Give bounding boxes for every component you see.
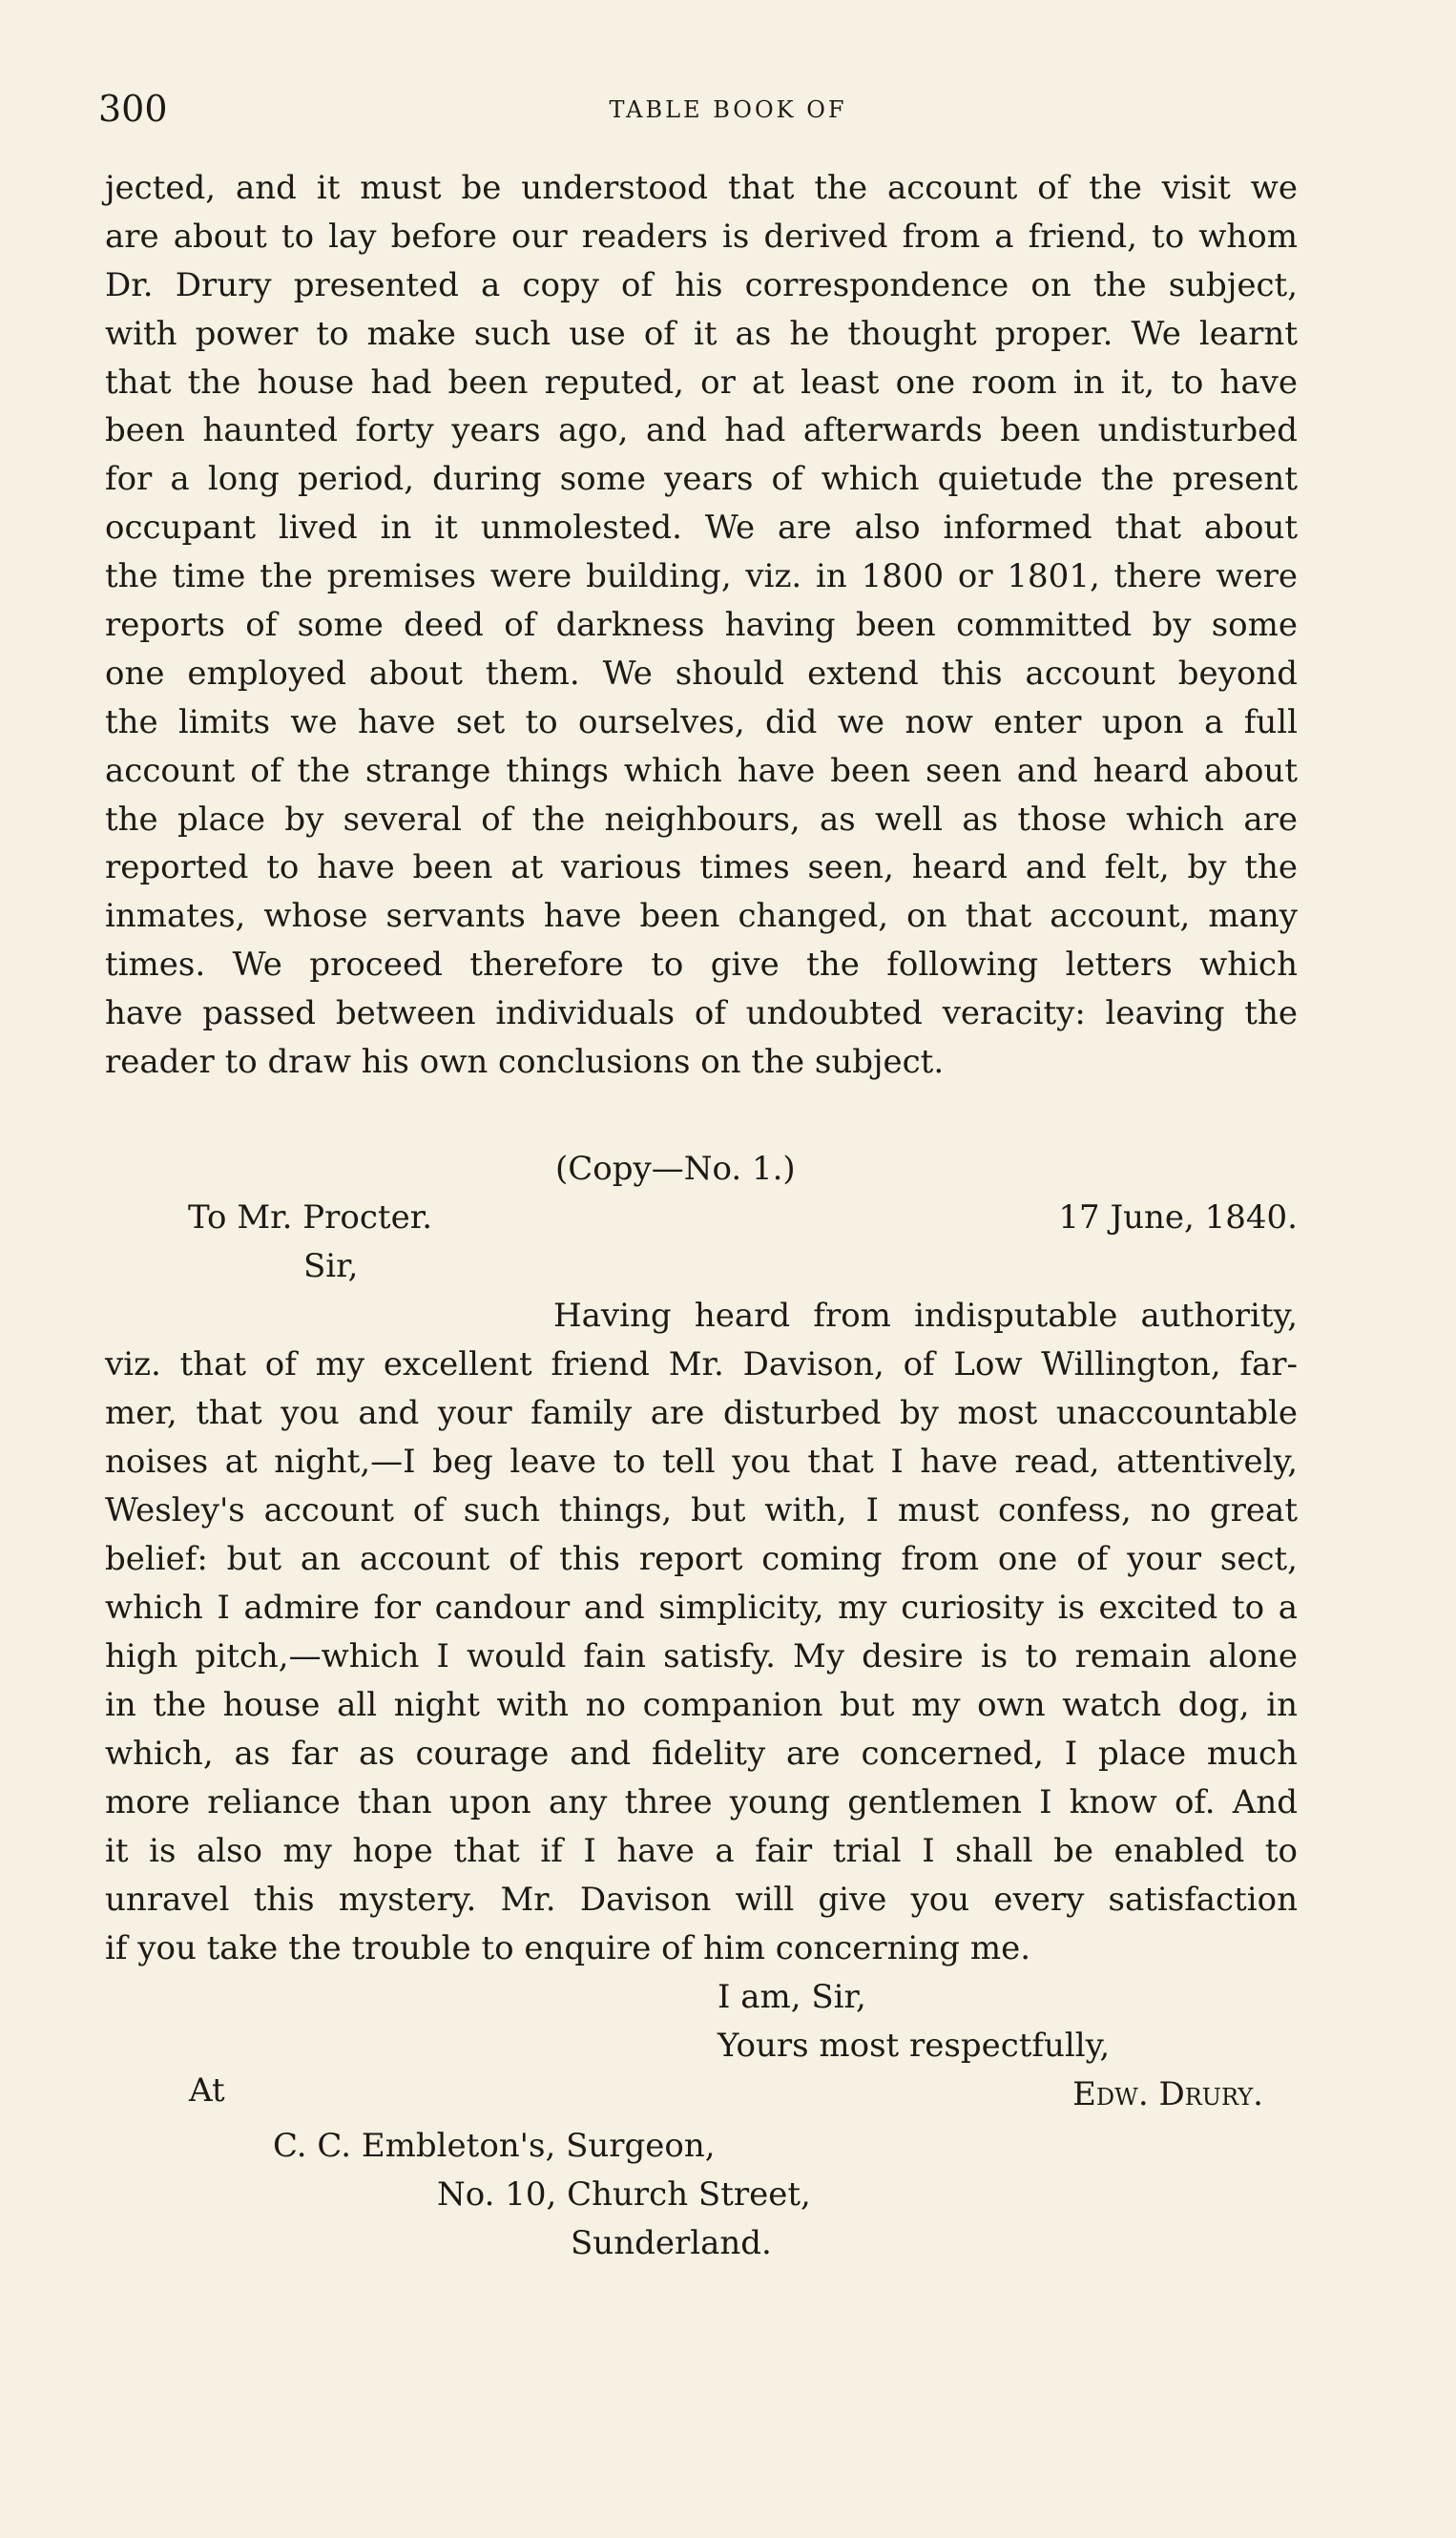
letter-date: 17 June, 1840. bbox=[1058, 1198, 1298, 1237]
text-line: with power to make such use of it as he thought proper. We learnt bbox=[105, 314, 1298, 353]
text-line: for a long period, during some years of which quietude the present bbox=[105, 460, 1298, 499]
letter-body bbox=[105, 1341, 1298, 1973]
letter-at: At bbox=[189, 2071, 225, 2110]
letter-signature: Edw. Drury. bbox=[1072, 2075, 1263, 2113]
letter-salutation: Sir, bbox=[303, 1247, 359, 1285]
text-line: jected, and it must be understood that the account of the visit we bbox=[105, 169, 1298, 207]
text-line: the place by several of the neighbours, as well as those which are bbox=[105, 800, 1298, 839]
text-line: the limits we have set to ourselves, did we now enter upon a full bbox=[105, 702, 1298, 741]
text-line: times. We proceed therefore to give the following letters which bbox=[105, 946, 1298, 985]
text-line: reported to have been at various times seen, heard and felt, by the bbox=[105, 848, 1298, 887]
letter-copy-heading: (Copy—No. 1.) bbox=[555, 1150, 796, 1188]
page-number: 300 bbox=[98, 88, 168, 130]
text-line: occupant lived in it unmolested. We are also informed that about bbox=[105, 509, 1298, 548]
letter-line: more reliance than upon any three young gentlemen I know of. And bbox=[105, 1783, 1298, 1821]
letter-line: mer, that you and your family are disturbed by most unaccountable bbox=[105, 1394, 1298, 1432]
letter-line: viz. that of my excellent friend Mr. Davison, of Low Willington, far- bbox=[105, 1345, 1298, 1383]
text-line: the time the premises were building, viz. in 1800 or 1801, there were bbox=[105, 557, 1298, 596]
letter-first-line: Having heard from indisputable authority, bbox=[553, 1297, 1298, 1335]
letter-line: unravel this mystery. Mr. Davison will give you every satisfaction bbox=[105, 1881, 1298, 1919]
letter-line: Wesley's account of such things, but with, I must confess, no great bbox=[105, 1491, 1298, 1529]
text-line: reader to draw his own conclusions on the subject. bbox=[105, 1043, 945, 1082]
letter-closing: Yours most respectfully, bbox=[718, 2027, 1111, 2065]
letter-address: C. C. Embleton's, Surgeon, bbox=[273, 2127, 716, 2165]
letter-line: which I admire for candour and simplicity, my curiosity is excited to a bbox=[105, 1589, 1298, 1627]
letter-line: high pitch,—which I would fain satisfy. My desire is to remain alone bbox=[105, 1637, 1298, 1675]
running-head: TABLE BOOK OF bbox=[609, 96, 847, 123]
letter-line: it is also my hope that if I have a fair trial I shall be enabled to bbox=[105, 1832, 1298, 1870]
letter-line: noises at night,—I beg leave to tell you that I have read, attentively, bbox=[105, 1443, 1298, 1481]
text-line: that the house had been reputed, or at least one room in it, to have bbox=[105, 363, 1298, 402]
text-line: account of the strange things which have been seen and heard about bbox=[105, 751, 1298, 790]
letter-line: which, as far as courage and fidelity are concerned, I place much bbox=[105, 1735, 1298, 1773]
text-line: are about to lay before our readers is derived from a friend, to whom bbox=[105, 217, 1298, 256]
letter-address: Sunderland. bbox=[571, 2224, 772, 2262]
letter-addressee: To Mr. Procter. bbox=[188, 1198, 433, 1237]
letter-line: belief: but an account of this report coming from one of your sect, bbox=[105, 1540, 1298, 1578]
body-paragraph bbox=[105, 164, 1298, 1087]
text-line: reports of some deed of darkness having been committed by some bbox=[105, 606, 1298, 645]
letter-line: if you take the trouble to enquire of him concerning me. bbox=[105, 1929, 1031, 1967]
text-line: have passed between individuals of undoubted veracity: leaving the bbox=[105, 994, 1298, 1033]
letter-line: in the house all night with no companion but my own watch dog, in bbox=[105, 1686, 1298, 1724]
text-line: been haunted forty years ago, and had afterwards been undisturbed bbox=[105, 411, 1298, 450]
letter-closing: I am, Sir, bbox=[718, 1978, 866, 2016]
text-line: inmates, whose servants have been changed, on that account, many bbox=[105, 897, 1298, 936]
text-line: Dr. Drury presented a copy of his correspondence on the subject, bbox=[105, 265, 1298, 304]
letter-address: No. 10, Church Street, bbox=[437, 2175, 811, 2214]
text-line: one employed about them. We should extend this account beyond bbox=[105, 654, 1298, 693]
